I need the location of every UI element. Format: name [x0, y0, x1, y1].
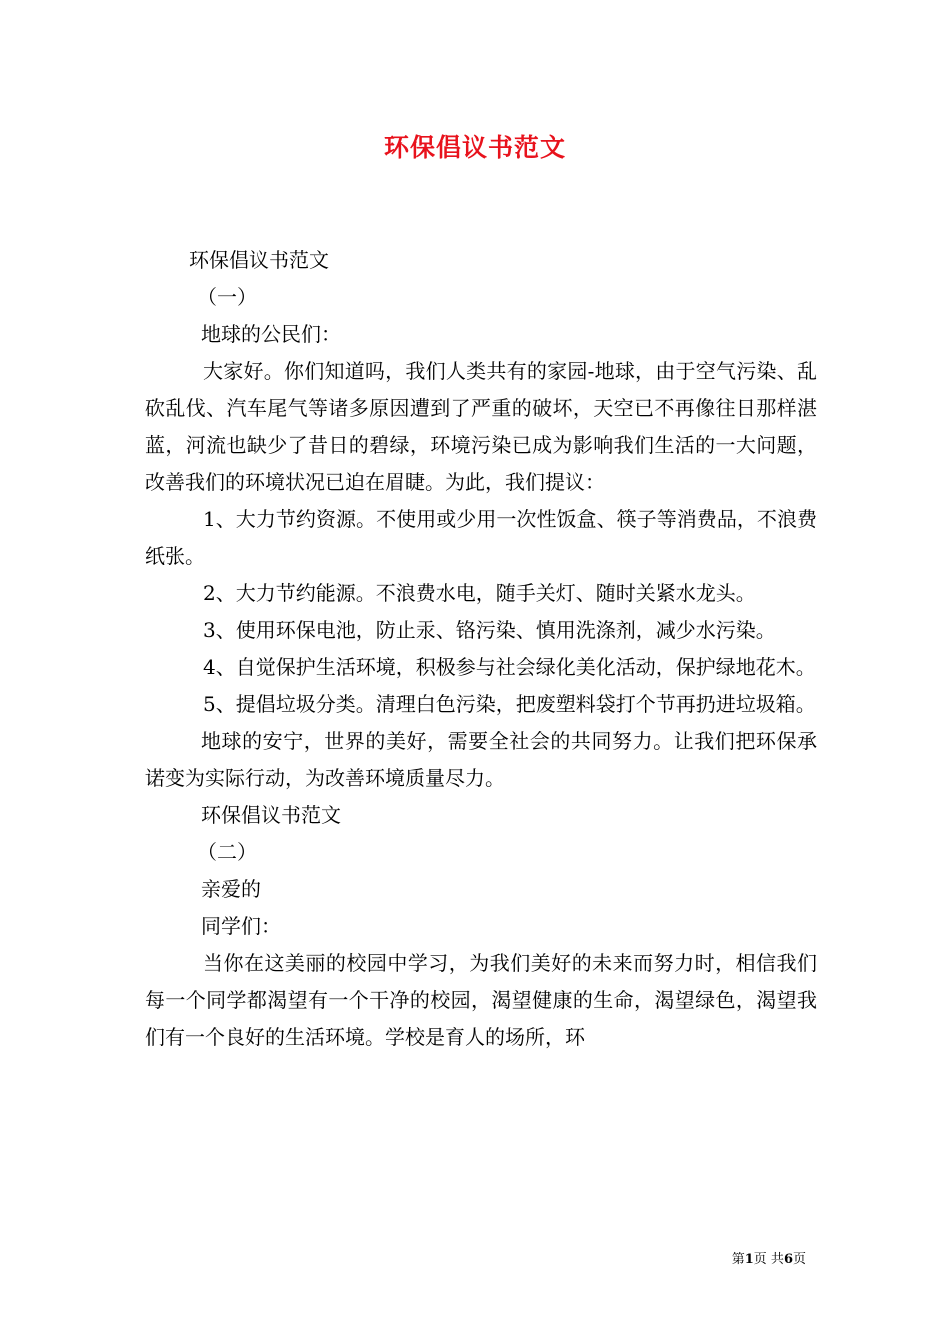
paragraph: 地球的安宁，世界的美好，需要全社会的共同努力。让我们把环保承诺变为实际行动，为改善环境质量尽力。: [145, 729, 817, 790]
paragraph: 5、提倡垃圾分类。清理白色污染，把废塑料袋打个节再扔进垃圾箱。: [203, 692, 816, 716]
paragraph: 同学们：: [201, 914, 281, 938]
paragraph: （一）: [197, 285, 257, 309]
footer-label-end: 页: [792, 1252, 806, 1267]
paragraph: 当你在这美丽的校园中学习，为我们美好的未来而努力时，相信我们每一个同学都渴望有一个干净的校园，渴望健康的生命，渴望绿色，渴望我们有一个良好的生活环境。学校是育人的场所，环: [145, 951, 817, 1049]
paragraph: 1、大力节约资源。不使用或少用一次性饭盒、筷子等消费品，不浪费纸张。: [145, 507, 817, 568]
footer-label-page: 第: [731, 1252, 745, 1267]
paragraph: 2、大力节约能源。不浪费水电，随手关灯、随时关紧水龙头。: [203, 581, 756, 605]
paragraph: 环保倡议书范文: [189, 248, 329, 272]
page-footer: [0, 1251, 806, 1269]
footer-label-of: 页 共: [753, 1252, 784, 1267]
paragraph: 4、自觉保护生活环境，积极参与社会绿化美化活动，保护绿地花木。: [203, 655, 816, 679]
page-title: 环保倡议书范文: [383, 133, 566, 162]
paragraph: 环保倡议书范文: [201, 803, 341, 827]
document-body: [145, 242, 817, 1056]
paragraph: （二）: [197, 840, 257, 864]
paragraph: 亲爱的: [201, 877, 261, 901]
paragraph: 地球的公民们：: [201, 322, 341, 346]
footer-current-page: 1: [744, 1252, 754, 1267]
paragraph: 3、使用环保电池，防止汞、铬污染、慎用洗涤剂，减少水污染。: [203, 618, 776, 642]
footer-total-pages: 6: [783, 1252, 793, 1267]
paragraph: 大家好。你们知道吗，我们人类共有的家园-地球，由于空气污染、乱砍乱伐、汽车尾气等诸多原因遭到了严重的破坏，天空已不再像往日那样湛蓝，河流也缺少了昔日的碧绿，环境污染已成为影响我们生活的一大问题，改善我们的环境状况已迫在眉睫。为此，我们提议：: [145, 359, 817, 494]
